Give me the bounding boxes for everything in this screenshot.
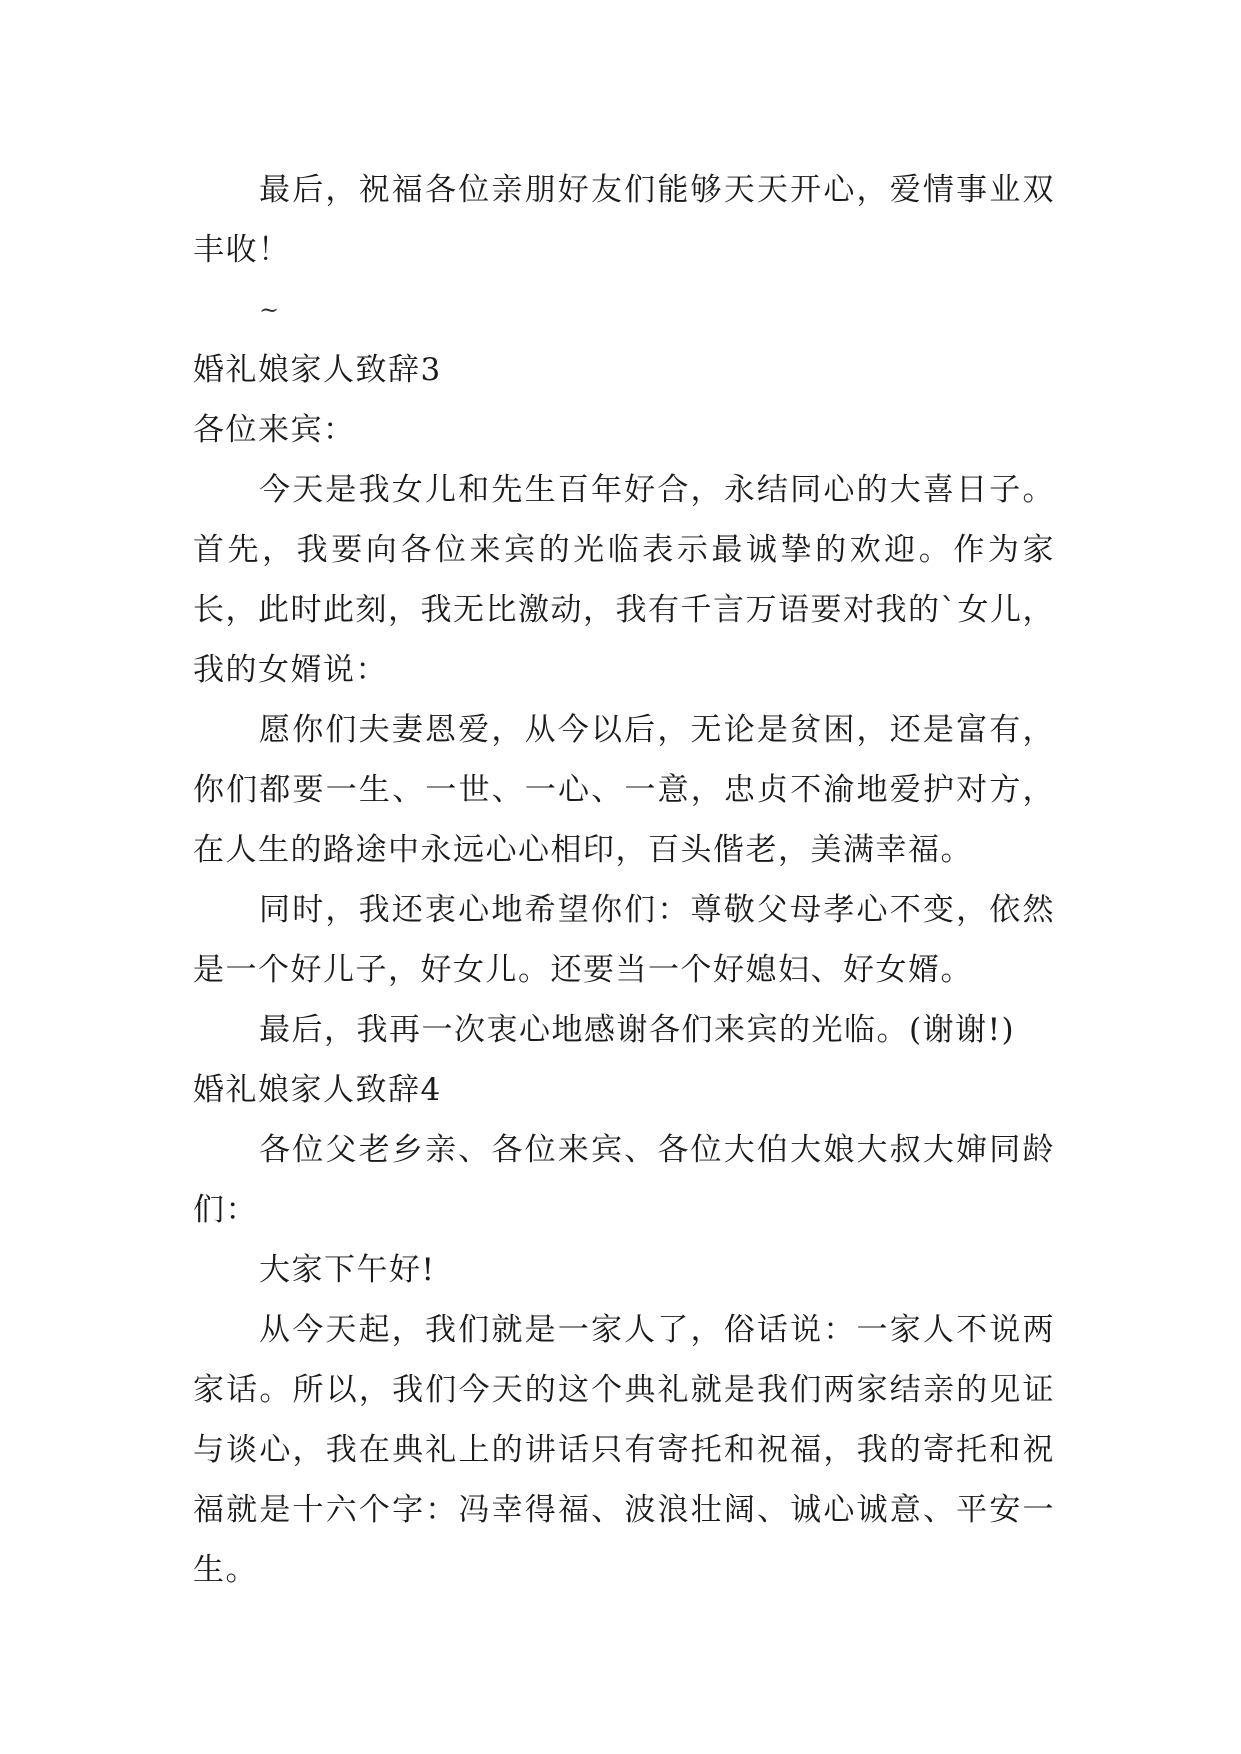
speech-4-salutation: 各位父老乡亲、各位来宾、各位大伯大娘大叔大婶同龄们：	[193, 1132, 1055, 1228]
speech-3-paragraph: 今天是我女儿和先生百年好合，永结同心的大喜日子。首先，我要向各位来宾的光临表示最诚挚的欢迎。作为家长，此时此刻，我无比激动，我有千言万语要对我的`女儿，我的女婿说：	[193, 472, 1055, 688]
document-body	[193, 160, 1055, 1600]
speech-3-paragraph: 愿你们夫妻恩爱，从今以后，无论是贫困，还是富有，你们都要一生、一世、一心、一意，忠贞不渝地爱护对方，在人生的路途中永远心心相印，百头偕老，美满幸福。	[193, 712, 1055, 868]
speech-3-salutation: 各位来宾：	[193, 412, 356, 448]
speech-4-title: 婚礼娘家人致辞4	[193, 1072, 442, 1108]
speech-3-title: 婚礼娘家人致辞3	[193, 352, 442, 388]
closing-paragraph: 最后，祝福各位亲朋好友们能够天天开心，爱情事业双丰收！	[193, 172, 1055, 268]
speech-4-paragraph: 从今天起，我们就是一家人了，俗话说：一家人不说两家话。所以，我们今天的这个典礼就是我们两家结亲的见证与谈心，我在典礼上的讲话只有寄托和祝福，我的寄托和祝福就是十六个字：冯幸得福、波浪壮阔、诚心诚意、平安一生。	[193, 1312, 1055, 1588]
section-separator: ~	[259, 296, 280, 324]
speech-4-greeting: 大家下午好!	[259, 1252, 436, 1288]
speech-3-paragraph: 同时，我还衷心地希望你们：尊敬父母孝心不变，依然是一个好儿子，好女儿。还要当一个好媳妇、好女婿。	[193, 892, 1055, 988]
speech-3-paragraph: 最后，我再一次衷心地感谢各们来宾的光临。(谢谢!)	[259, 1012, 1016, 1048]
